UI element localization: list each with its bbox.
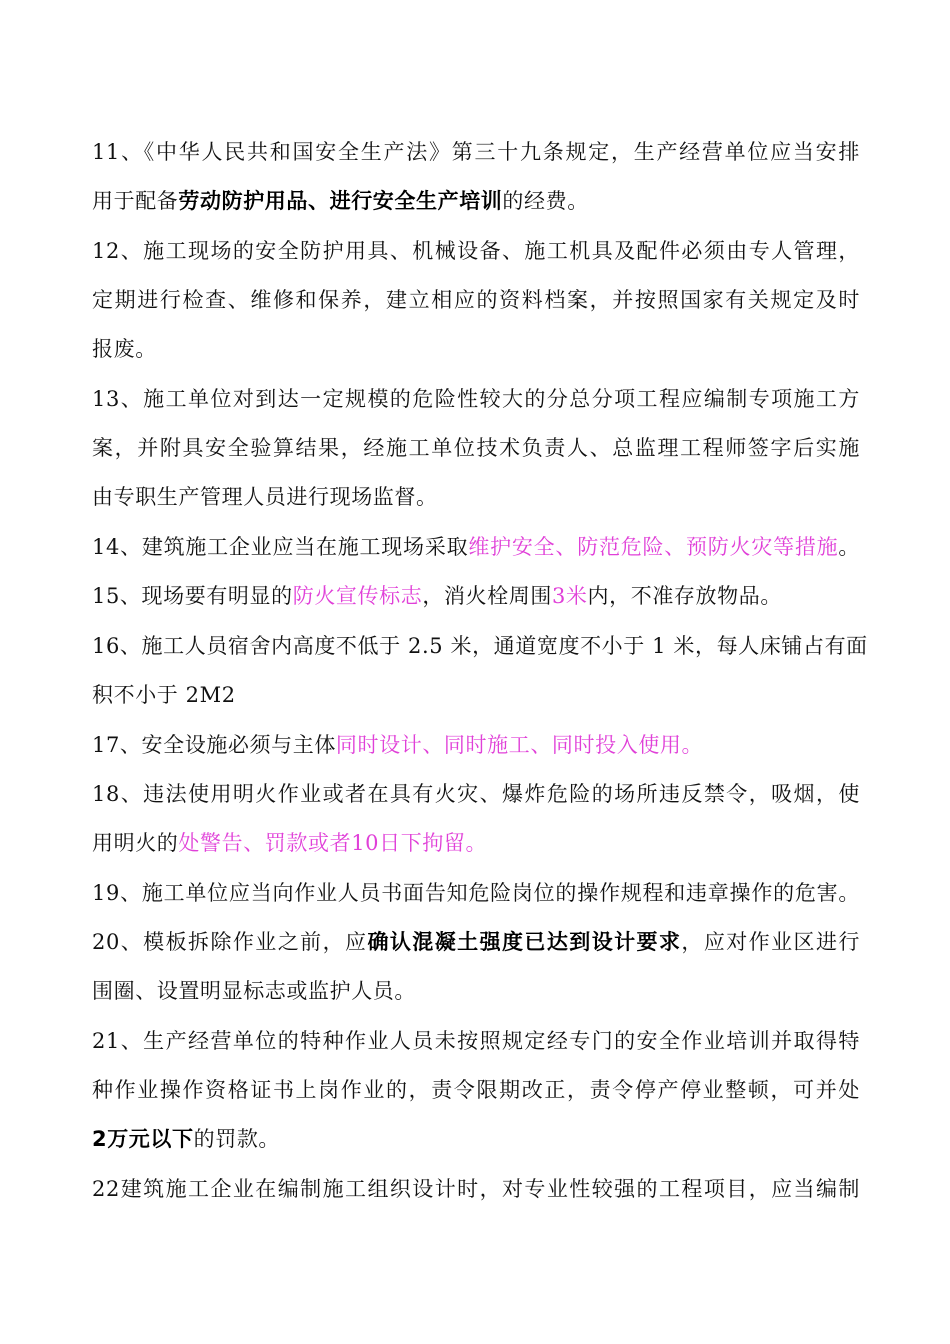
text-line bbox=[92, 926, 860, 958]
text-segment: 案，并附具安全验算结果，经施工单位技术负责人、总监理工程师签字后实施 bbox=[92, 436, 860, 460]
text-segment: 13、施工单位对到达一定规模的危险性较大的分总分项工程应编制专项施工方 bbox=[92, 387, 860, 411]
highlight-text: 防火宣传标志 bbox=[292, 584, 423, 608]
text-segment: 21、生产经营单位的特种作业人员未按照规定经专门的安全作业培训并取得特 bbox=[92, 1029, 860, 1053]
text-line bbox=[92, 136, 860, 168]
bold-emphasis: 确认混凝土强度已达到设计要求 bbox=[367, 930, 682, 954]
text-line bbox=[92, 333, 860, 365]
text-line bbox=[92, 185, 860, 217]
text-line bbox=[92, 432, 860, 464]
bold-emphasis: 2万元以下 bbox=[92, 1127, 194, 1151]
text-line bbox=[92, 778, 860, 810]
text-segment: 。 bbox=[838, 535, 860, 559]
text-segment: 22建筑施工企业在编制施工组织设计时，对专业性较强的工程项目，应当编制 bbox=[92, 1177, 860, 1201]
bold-emphasis: 劳动防护用品、进行安全生产培训 bbox=[178, 189, 503, 213]
text-segment: 11、《中华人民共和国安全生产法》第三十九条规定，生产经营单位应当安排 bbox=[92, 140, 860, 164]
text-line bbox=[92, 1025, 860, 1057]
text-segment: 16、施工人员宿舍内高度不低于 2.5 米，通道宽度不小于 1 米，每人床铺占有面 bbox=[92, 634, 868, 658]
text-segment: 用明火的 bbox=[92, 831, 179, 855]
text-line bbox=[92, 284, 860, 316]
text-line bbox=[92, 679, 860, 711]
text-line bbox=[92, 729, 860, 761]
text-line bbox=[92, 1123, 860, 1155]
text-line bbox=[92, 630, 868, 662]
text-segment: 15、现场要有明显的 bbox=[92, 584, 293, 608]
text-segment: 17、安全设施必须与主体 bbox=[92, 733, 336, 757]
highlight-text: 处警告、罚款或者10日下拘留。 bbox=[178, 831, 488, 855]
text-line bbox=[92, 383, 860, 415]
highlight-text: 3米 bbox=[551, 584, 588, 608]
text-segment: 内，不准存放物品。 bbox=[587, 584, 782, 608]
text-line bbox=[92, 580, 860, 612]
text-line bbox=[92, 827, 860, 859]
text-segment: ，消火栓周围 bbox=[422, 584, 552, 608]
text-segment: ，应对作业区进行 bbox=[681, 930, 860, 954]
text-line bbox=[92, 1074, 860, 1106]
text-segment: 用于配备 bbox=[92, 189, 179, 213]
text-segment: 的经费。 bbox=[502, 189, 589, 213]
text-segment: 积不小于 2M2 bbox=[92, 683, 236, 707]
text-line bbox=[92, 235, 860, 267]
text-line bbox=[92, 975, 860, 1007]
text-segment: 定期进行检查、维修和保养，建立相应的资料档案，并按照国家有关规定及时 bbox=[92, 288, 860, 312]
text-segment: 围圈、设置明显标志或监护人员。 bbox=[92, 979, 416, 1003]
text-line bbox=[92, 877, 860, 909]
text-segment: 由专职生产管理人员进行现场监督。 bbox=[92, 485, 438, 509]
text-segment: 12、施工现场的安全防护用具、机械设备、施工机具及配件必须由专人管理， bbox=[92, 239, 860, 263]
text-segment: 19、施工单位应当向作业人员书面告知危险岗位的操作规程和违章操作的危害。 bbox=[92, 881, 860, 905]
text-segment: 的罚款。 bbox=[193, 1127, 281, 1151]
text-segment: 报废。 bbox=[92, 337, 157, 361]
highlight-text: 维护安全、防范危险、预防火灾等措施 bbox=[468, 535, 839, 559]
text-segment: 14、建筑施工企业应当在施工现场采取 bbox=[92, 535, 469, 559]
text-segment: 18、违法使用明火作业或者在具有火灾、爆炸危险的场所违反禁令，吸烟，使 bbox=[92, 782, 860, 806]
text-line bbox=[92, 531, 860, 563]
text-line bbox=[92, 481, 860, 513]
highlight-text: 同时设计、同时施工、同时投入使用。 bbox=[335, 733, 704, 757]
text-segment: 种作业操作资格证书上岗作业的，责令限期改正，责令停产停业整顿，可并处 bbox=[92, 1078, 860, 1102]
text-segment: 20、模板拆除作业之前，应 bbox=[92, 930, 368, 954]
text-line bbox=[92, 1173, 860, 1205]
